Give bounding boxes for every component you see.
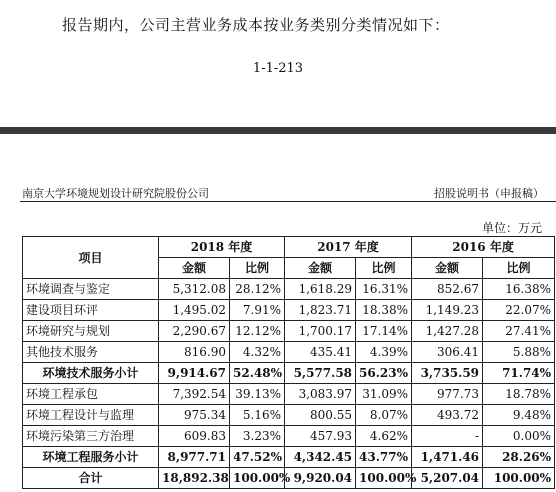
intro-text: 报告期内，公司主营业务成本按业务类别分类情况如下：: [62, 16, 450, 34]
col-header-amount: 金额: [159, 258, 230, 279]
table-row: [23, 447, 555, 468]
cell-amount: 18,892.38: [159, 468, 230, 489]
cell-ratio: 22.07%: [483, 300, 555, 321]
cell-ratio: 16.31%: [356, 279, 412, 300]
cell-ratio: 16.38%: [483, 279, 555, 300]
cell-ratio: 18.38%: [356, 300, 412, 321]
cell-amount: 306.41: [412, 342, 483, 363]
cell-amount: 435.41: [285, 342, 356, 363]
cell-amount: 9,920.04: [285, 468, 356, 489]
cell-amount: 1,495.02: [159, 300, 230, 321]
row-label: 环境技术服务小计: [23, 363, 159, 384]
row-label: 环境调查与鉴定: [23, 279, 159, 300]
cell-amount: 975.34: [159, 405, 230, 426]
col-header-year-2016: 2016 年度: [412, 237, 555, 258]
cost-table: [22, 236, 555, 489]
header-rule: [20, 201, 556, 202]
cell-amount: 1,618.29: [285, 279, 356, 300]
row-label: 环境工程服务小计: [23, 447, 159, 468]
cell-ratio: 39.13%: [230, 384, 285, 405]
cell-amount: -: [412, 426, 483, 447]
cell-ratio: 17.14%: [356, 321, 412, 342]
cell-ratio: 0.00%: [483, 426, 555, 447]
cell-amount: 3,083.97: [285, 384, 356, 405]
row-label: 建设项目环评: [23, 300, 159, 321]
cell-ratio: 52.48%: [230, 363, 285, 384]
col-header-ratio: 比例: [356, 258, 412, 279]
col-header-year-2018: 2018 年度: [159, 237, 285, 258]
cell-ratio: 28.26%: [483, 447, 555, 468]
col-header-item: 项目: [23, 237, 159, 279]
cell-amount: 9,914.67: [159, 363, 230, 384]
row-label: 其他技术服务: [23, 342, 159, 363]
cell-ratio: 31.09%: [356, 384, 412, 405]
cell-amount: 800.55: [285, 405, 356, 426]
col-header-ratio: 比例: [230, 258, 285, 279]
header-doc-title: 招股说明书（申报稿）: [434, 187, 544, 200]
cell-ratio: 43.77%: [356, 447, 412, 468]
cell-amount: 1,823.71: [285, 300, 356, 321]
table-row: [23, 300, 555, 321]
cell-amount: 1,471.46: [412, 447, 483, 468]
table-row: [23, 468, 555, 489]
row-label: 环境污染第三方治理: [23, 426, 159, 447]
cell-amount: 1,149.23: [412, 300, 483, 321]
cell-ratio: 4.62%: [356, 426, 412, 447]
cell-amount: 493.72: [412, 405, 483, 426]
cell-ratio: 9.48%: [483, 405, 555, 426]
cell-ratio: 18.78%: [483, 384, 555, 405]
cell-ratio: 56.23%: [356, 363, 412, 384]
cell-amount: 816.90: [159, 342, 230, 363]
table-row: [23, 405, 555, 426]
cell-ratio: 7.91%: [230, 300, 285, 321]
table-row: [23, 342, 555, 363]
cell-amount: 3,735.59: [412, 363, 483, 384]
col-header-amount: 金额: [412, 258, 483, 279]
cell-ratio: 3.23%: [230, 426, 285, 447]
row-label: 环境研究与规划: [23, 321, 159, 342]
table-row: [23, 321, 555, 342]
cell-amount: 852.67: [412, 279, 483, 300]
cell-ratio: 4.32%: [230, 342, 285, 363]
cell-ratio: 5.16%: [230, 405, 285, 426]
page-divider: [0, 127, 556, 134]
cell-ratio: 47.52%: [230, 447, 285, 468]
row-label: 合计: [23, 468, 159, 489]
cell-ratio: 12.12%: [230, 321, 285, 342]
page-number: 1-1-213: [252, 61, 304, 76]
cell-amount: 1,700.17: [285, 321, 356, 342]
col-header-year-2017: 2017 年度: [285, 237, 412, 258]
table-body: [23, 279, 555, 489]
header-company: 南京大学环境规划设计研究院股份公司: [22, 187, 209, 200]
cell-ratio: 71.74%: [483, 363, 555, 384]
cell-ratio: 100.00%: [483, 468, 555, 489]
col-header-amount: 金额: [285, 258, 356, 279]
row-label: 环境工程承包: [23, 384, 159, 405]
cell-amount: 5,577.58: [285, 363, 356, 384]
cell-ratio: 27.41%: [483, 321, 555, 342]
cell-amount: 8,977.71: [159, 447, 230, 468]
cell-ratio: 100.00%: [230, 468, 285, 489]
cell-ratio: 100.00%: [356, 468, 412, 489]
cell-amount: 5,312.08: [159, 279, 230, 300]
unit-label: 单位：万元: [481, 221, 542, 235]
cell-amount: 1,427.28: [412, 321, 483, 342]
cell-amount: 977.73: [412, 384, 483, 405]
cell-amount: 7,392.54: [159, 384, 230, 405]
cell-amount: 5,207.04: [412, 468, 483, 489]
cell-ratio: 8.07%: [356, 405, 412, 426]
row-label: 环境工程设计与监理: [23, 405, 159, 426]
table-row: [23, 384, 555, 405]
table-row: [23, 426, 555, 447]
cell-amount: 4,342.45: [285, 447, 356, 468]
cell-amount: 457.93: [285, 426, 356, 447]
cell-ratio: 28.12%: [230, 279, 285, 300]
cell-ratio: 5.88%: [483, 342, 555, 363]
cell-amount: 2,290.67: [159, 321, 230, 342]
col-header-ratio: 比例: [483, 258, 555, 279]
table-row: [23, 363, 555, 384]
table-row: [23, 279, 555, 300]
cell-ratio: 4.39%: [356, 342, 412, 363]
cell-amount: 609.83: [159, 426, 230, 447]
